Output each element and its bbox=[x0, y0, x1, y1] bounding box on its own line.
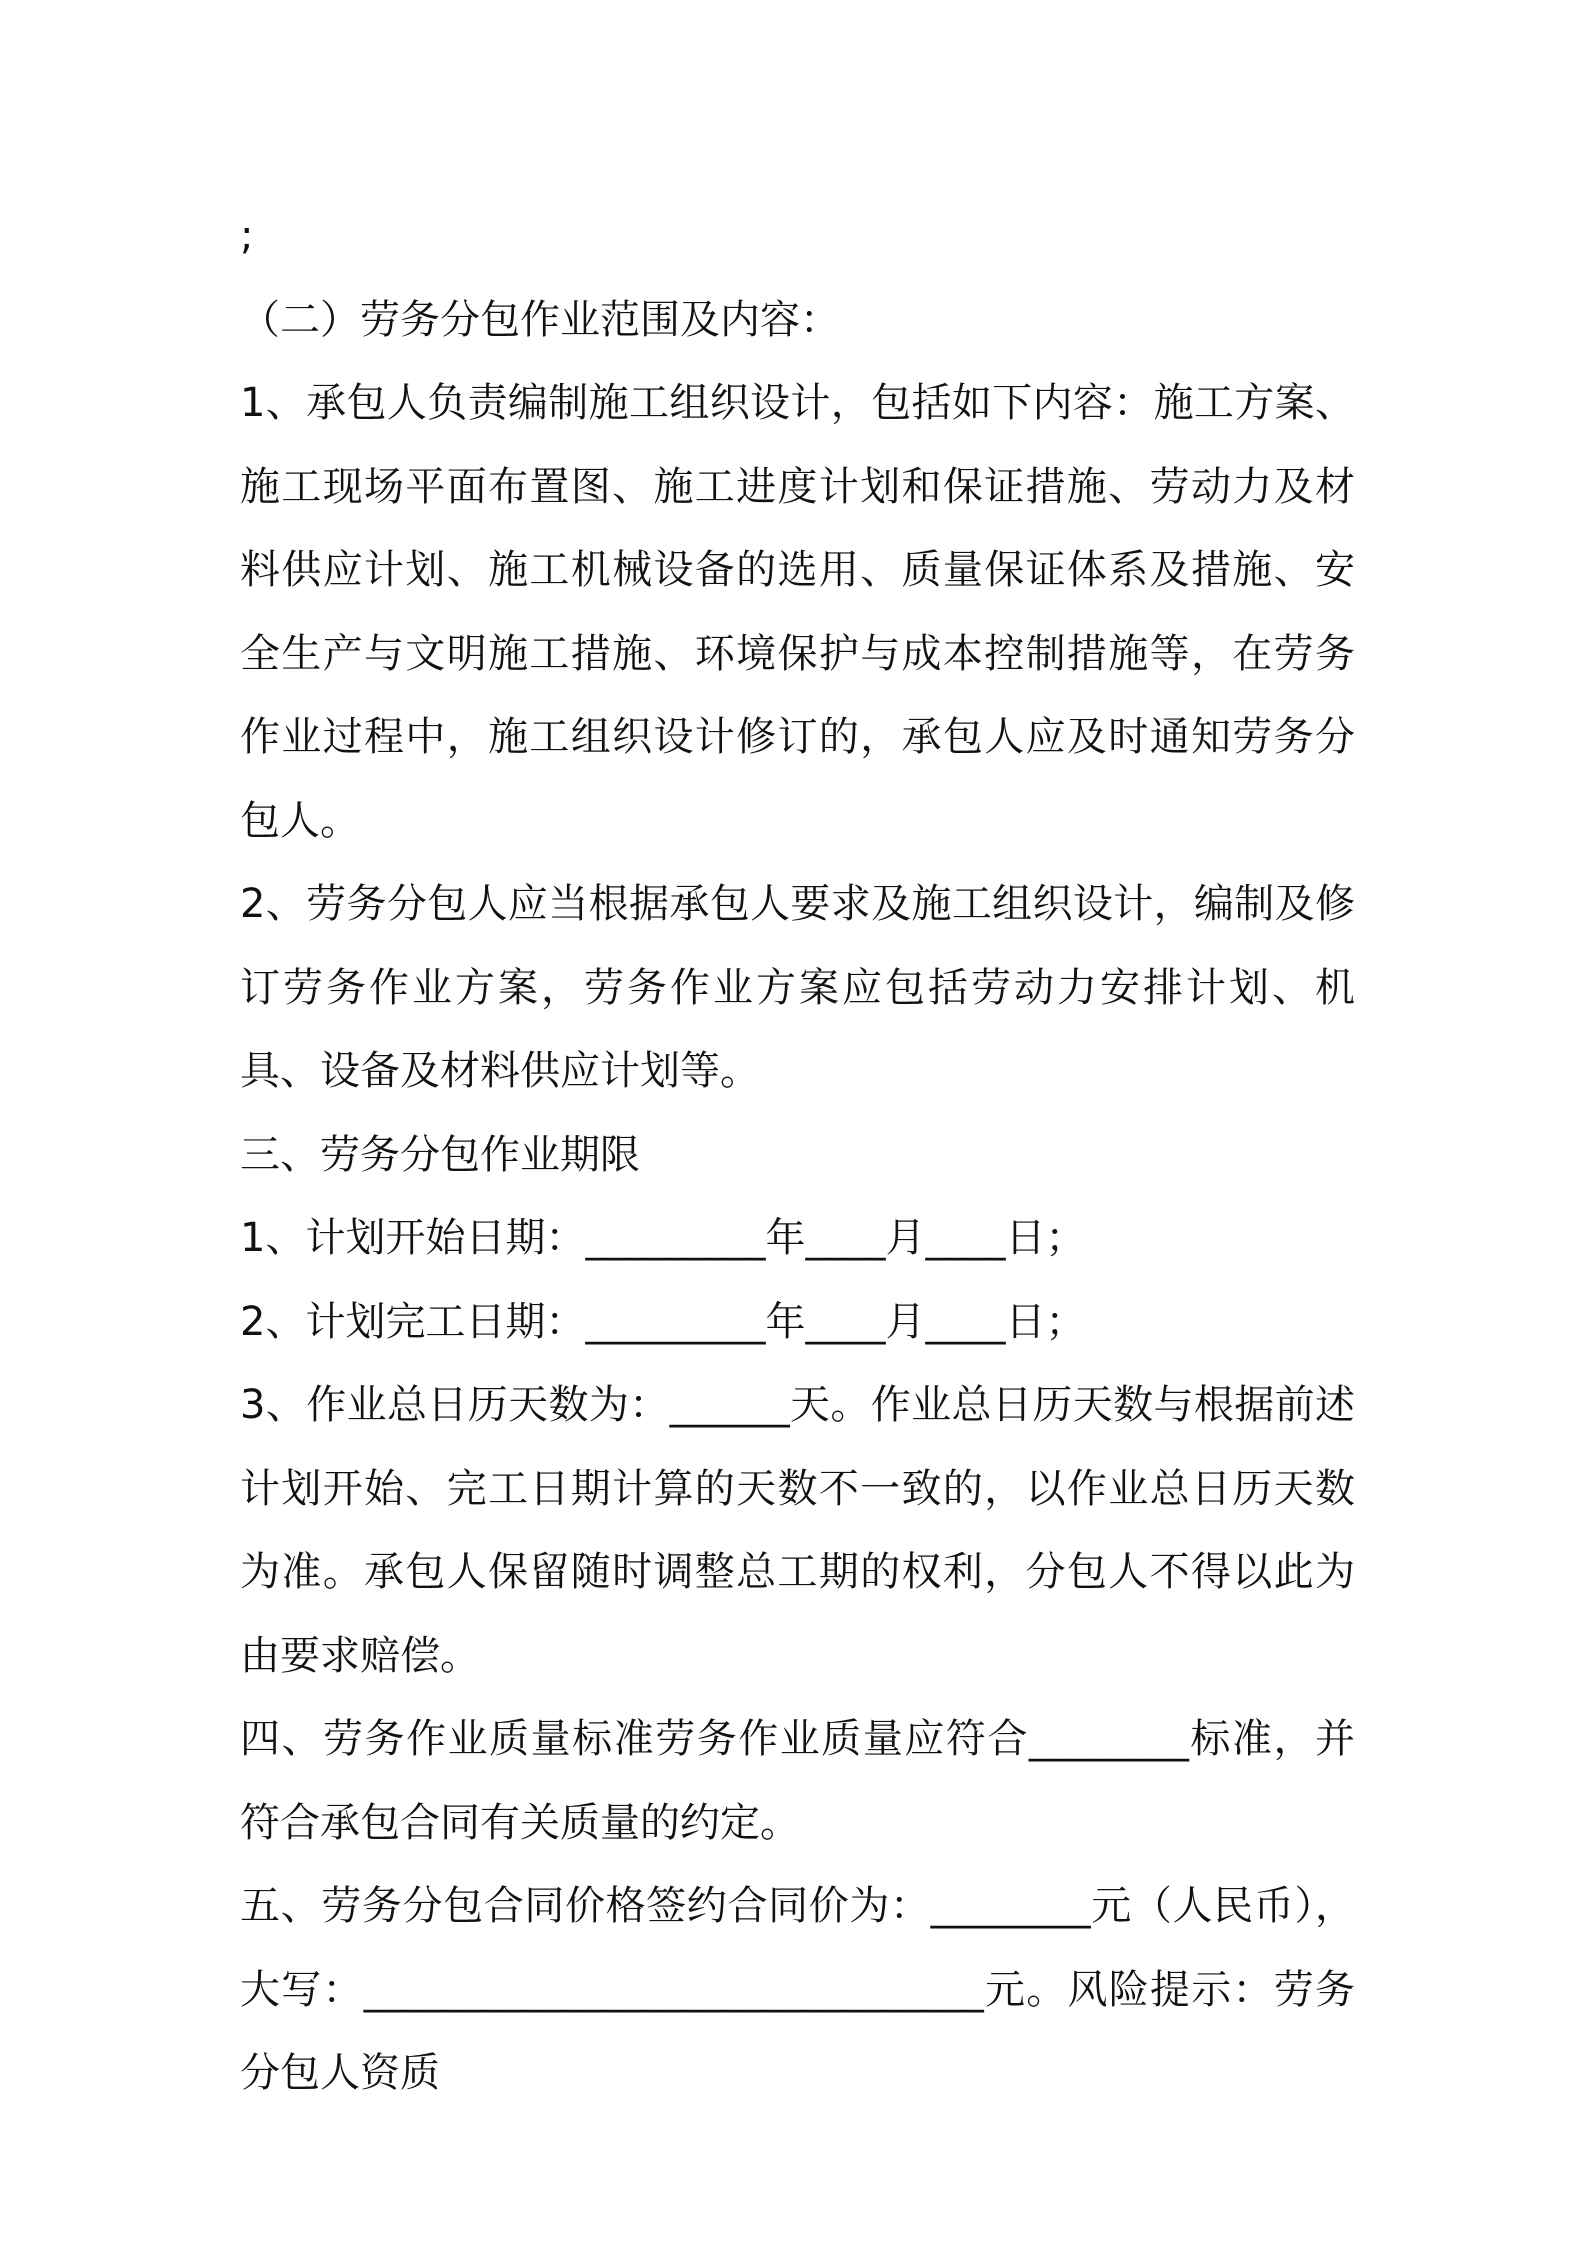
paragraph-contract-price: 五、劳务分包合同价格签约合同价为：________元（人民币），大写：_______________________________元。风险提示：劳务分包人资质 bbox=[240, 1883, 1355, 2096]
section-heading-scope: （二）劳务分包作业范围及内容： bbox=[240, 296, 840, 343]
document-body bbox=[240, 195, 1355, 2116]
paragraph-quality-standard: 四、劳务作业质量标准劳务作业质量应符合________标准，并符合承包合同有关质量的约定。 bbox=[240, 1716, 1355, 1846]
section-heading-period: 三、劳务分包作业期限 bbox=[240, 1131, 640, 1178]
paragraph-total-days: 3、作业总日历天数为：______天。作业总日历天数与根据前述计划开始、完工日期计算的天数不一致的，以作业总日历天数为准。承包人保留随时调整总工期的权利，分包人不得以此为由要求赔偿。 bbox=[240, 1382, 1355, 1679]
paragraph-start-date: 1、计划开始日期：_________年____月____日； bbox=[240, 1215, 1086, 1261]
paragraph-semicolon: ; bbox=[240, 213, 254, 259]
paragraph-scope-item-1: 1、承包人负责编制施工组织设计，包括如下内容：施工方案、施工现场平面布置图、施工进度计划和保证措施、劳动力及材料供应计划、施工机械设备的选用、质量保证体系及措施、安全生产与文明施工措施、环境保护与成本控制措施等，在劳务作业过程中，施工组织设计修订的，承包人应及时通知劳务分包人。 bbox=[240, 380, 1355, 844]
paragraph-end-date: 2、计划完工日期：_________年____月____日； bbox=[240, 1298, 1086, 1345]
paragraph-scope-item-2: 2、劳务分包人应当根据承包人要求及施工组织设计，编制及修订劳务作业方案，劳务作业方案应包括劳动力安排计划、机具、设备及材料供应计划等。 bbox=[240, 881, 1355, 1094]
